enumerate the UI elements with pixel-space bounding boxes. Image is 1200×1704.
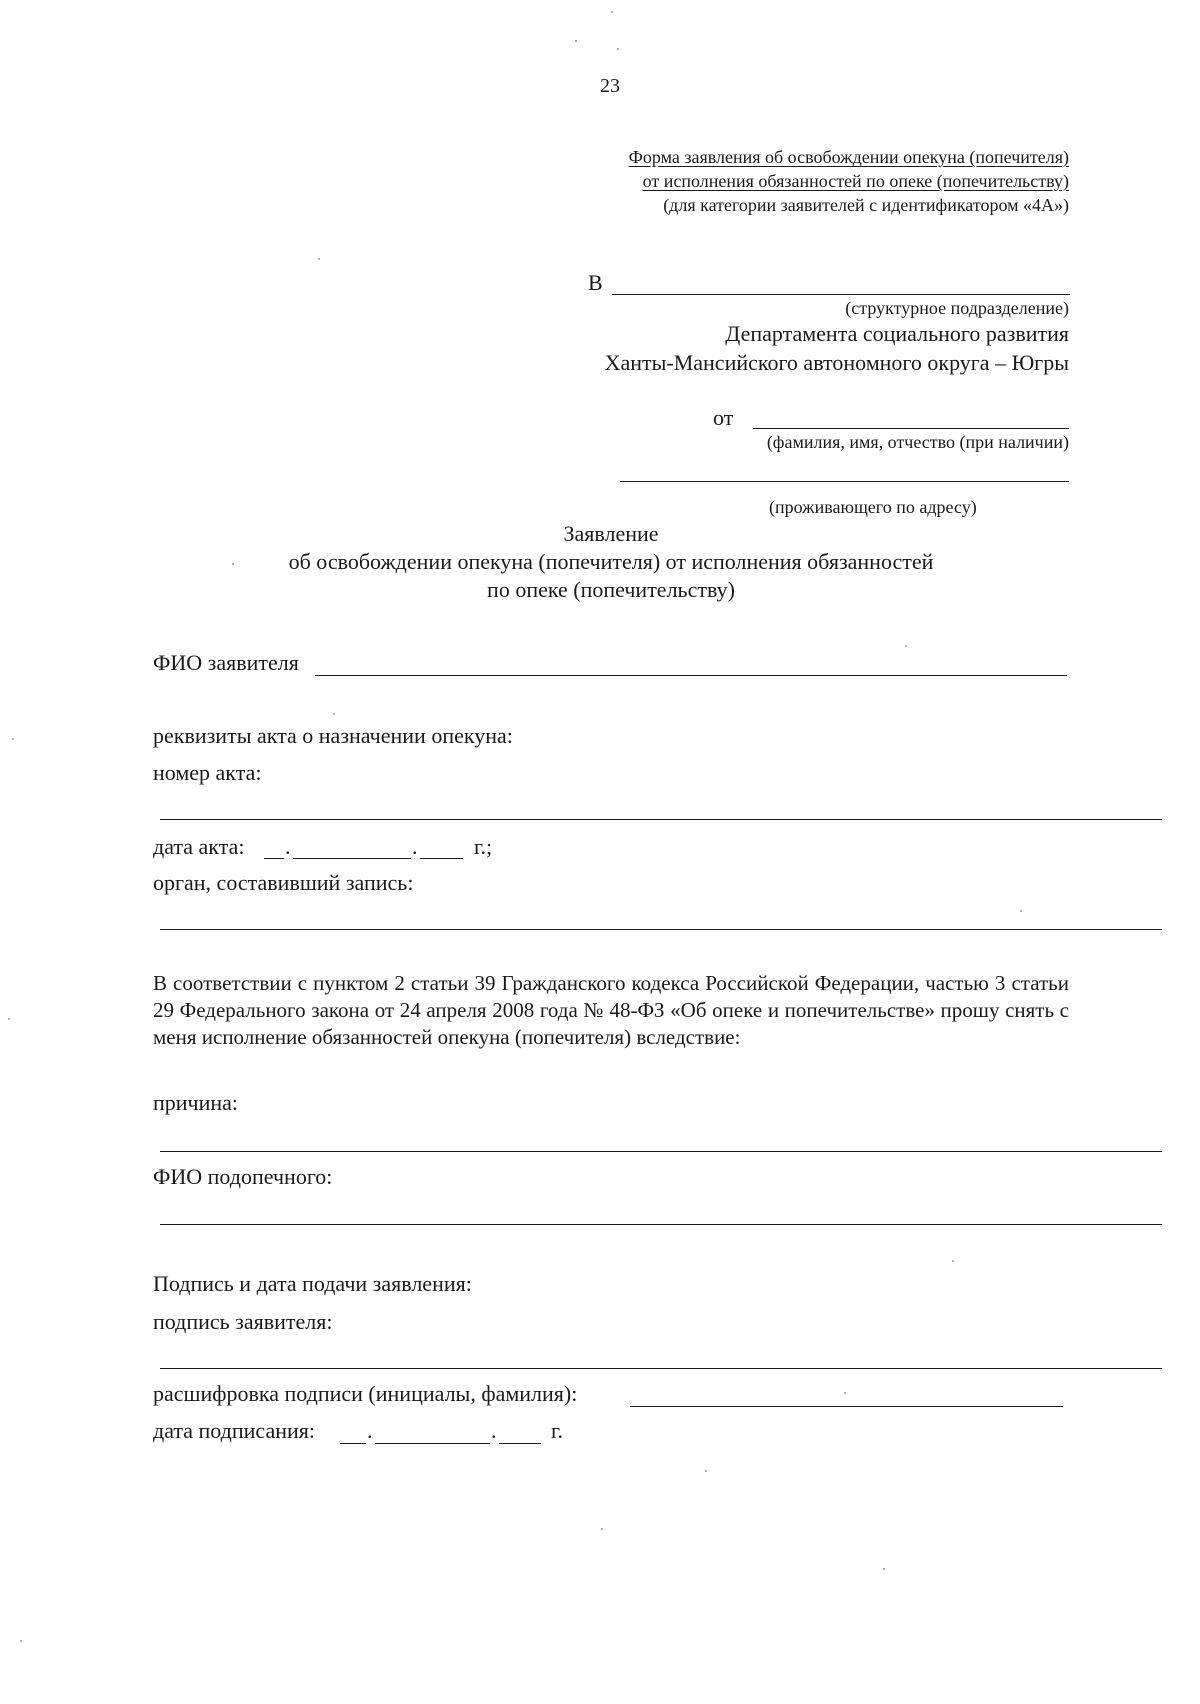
scan-speck: [601, 1528, 603, 1530]
scan-speck: [8, 1018, 10, 1020]
page-number: 23: [600, 75, 620, 97]
form-header-line2: от исполнения обязанностей по опеке (попечительству): [642, 171, 1069, 191]
sign-date-label: дата подписания:: [153, 1418, 315, 1443]
form-header-line1: Форма заявления об освобождении опекуна (попечителя): [628, 147, 1069, 167]
act-date-dot1: .: [285, 834, 291, 859]
scan-speck: [883, 1568, 885, 1570]
reason-label: причина:: [153, 1090, 239, 1115]
sign-date-dot2: .: [491, 1418, 497, 1443]
signature-heading: Подпись и дата подачи заявления:: [153, 1271, 472, 1296]
authority-label: орган, составивший запись:: [153, 870, 414, 895]
scan-speck: [333, 713, 335, 715]
applicant-signature-label: подпись заявителя:: [153, 1309, 333, 1334]
sign-date-month-line[interactable]: [375, 1443, 490, 1444]
from-label: от: [713, 405, 734, 430]
sign-date-suffix: г.: [551, 1418, 564, 1443]
scan-speck: [20, 1640, 22, 1642]
unit-caption: (структурное подразделение): [845, 298, 1069, 318]
authority-line[interactable]: [160, 929, 1162, 930]
title-line1: Заявление: [563, 521, 659, 546]
title-line2: об освобождении опекуна (попечителя) от исполнения обязанностей: [288, 549, 934, 574]
fio-caption: (фамилия, имя, отчество (при наличии): [766, 432, 1069, 452]
act-details-label: реквизиты акта о назначении опекуна:: [153, 723, 513, 748]
signature-decoding-line[interactable]: [630, 1406, 1063, 1407]
act-date-label: дата акта:: [153, 834, 245, 859]
to-label: В: [588, 270, 603, 295]
department-line2: Ханты-Мансийского автономного округа – Югры: [604, 350, 1069, 375]
act-date-dot2: .: [412, 834, 418, 859]
applicant-signature-line[interactable]: [160, 1368, 1162, 1369]
act-number-label: номер акта:: [153, 760, 262, 785]
scan-speck: [617, 48, 619, 50]
act-date-day-line[interactable]: [264, 858, 284, 859]
scan-speck: [12, 738, 14, 740]
signature-decoding-label: расшифровка подписи (инициалы, фамилия):: [153, 1381, 578, 1406]
address-blank-line[interactable]: [620, 481, 1069, 482]
scan-speck: [575, 40, 577, 42]
ward-fio-label: ФИО подопечного:: [153, 1164, 333, 1189]
sign-date-day-line[interactable]: [340, 1443, 366, 1444]
request-paragraph: В соответствии с пунктом 2 статьи 39 Гражданского кодекса Российской Федерации, частью 3 статьи 29 Федерального закона от 24 апреля 2008 года № 48-ФЗ «Об опеке и попечительстве» прошу снять с меня исполнение обязанностей опекуна (попечителя) вследствие:: [153, 971, 1069, 1049]
address-caption: (проживающего по адресу): [769, 497, 977, 517]
act-number-line[interactable]: [160, 819, 1162, 820]
form-header-line3: (для категории заявителей с идентификатором «4А»): [663, 195, 1069, 215]
scan-speck: [318, 258, 320, 260]
act-date-suffix: г.;: [474, 834, 493, 859]
unit-blank-line[interactable]: [612, 294, 1070, 295]
sign-date-year-line[interactable]: [499, 1443, 541, 1444]
applicant-fio-line[interactable]: [315, 675, 1067, 676]
reason-line[interactable]: [160, 1151, 1162, 1152]
scan-speck: [1020, 910, 1022, 912]
scan-speck: [232, 563, 234, 565]
scan-speck: [844, 1392, 846, 1394]
scan-speck: [905, 645, 907, 647]
scan-speck: [952, 1260, 954, 1262]
scan-speck: [611, 11, 613, 13]
act-date-year-line[interactable]: [420, 858, 463, 859]
title-line3: по опеке (попечительству): [487, 577, 735, 602]
from-blank-line[interactable]: [753, 428, 1069, 429]
scan-speck: [705, 1470, 707, 1472]
department-line1: Департамента социального развития: [725, 321, 1069, 346]
sign-date-dot1: .: [367, 1418, 373, 1443]
applicant-fio-label: ФИО заявителя: [153, 650, 299, 675]
act-date-month-line[interactable]: [293, 858, 411, 859]
ward-fio-line[interactable]: [160, 1224, 1162, 1225]
